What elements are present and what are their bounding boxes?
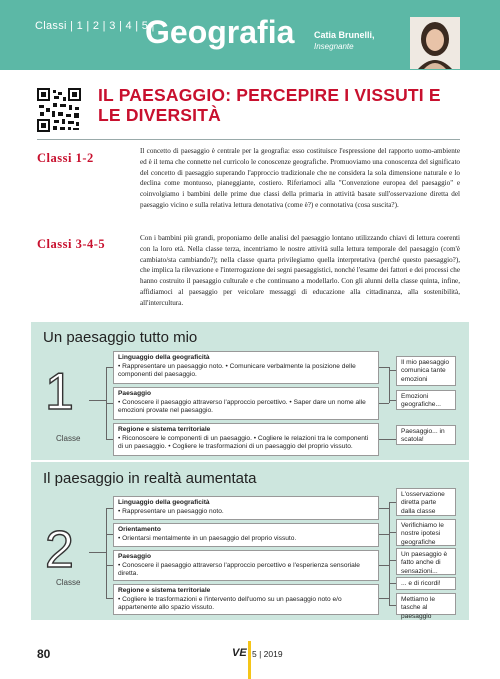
activity-box: Un paesaggio è fatto anche di sensazioni... <box>396 548 456 575</box>
objective-text: • Conoscere il paesaggio attraverso l'approccio percettivo e l'esperienza sensoriale diretta. <box>118 561 360 578</box>
subject-title: Geografia <box>145 14 295 50</box>
activity-box: Il mio paesaggio comunica tante emozioni <box>396 356 456 386</box>
panel-un-paesaggio-tutto-mio <box>31 322 469 460</box>
objective-box <box>113 351 379 384</box>
issue-number: 5 | 2019 <box>252 649 283 659</box>
panel-title: Il paesaggio in realtà aumentata <box>43 470 257 487</box>
connector <box>379 367 389 368</box>
connector <box>89 552 106 553</box>
connector <box>389 502 396 503</box>
objective-box <box>113 423 379 456</box>
header-band <box>0 0 500 70</box>
connector <box>106 403 113 404</box>
connector <box>379 508 389 509</box>
author-name: Catia Brunelli, <box>314 30 375 40</box>
classe-label: Classe <box>56 578 81 587</box>
objective-text: • Conoscere il paesaggio attraverso l'approccio percettivo. • Saper dare un nome alle emozioni provate nel paesaggio. <box>118 398 366 415</box>
panel-realta-aumentata <box>31 462 469 620</box>
footer-accent-bar <box>248 641 251 679</box>
connector <box>389 502 390 605</box>
connector <box>379 403 389 404</box>
class-levels: Classi | 1 | 2 | 3 | 4 | 5 | <box>35 20 155 32</box>
connector <box>389 532 396 533</box>
activity-box: L'osservazione diretta parte dalla classe <box>396 488 456 516</box>
activity-box: Mettiamo le tasche al paesaggio <box>396 593 456 615</box>
class-number: 1 <box>45 363 74 421</box>
objective-box <box>113 387 379 420</box>
connector <box>106 508 113 509</box>
objective-heading: Linguaggio della geograficità <box>118 499 210 506</box>
connector <box>379 598 389 599</box>
connector <box>106 367 113 368</box>
activity-box: Emozioni geografiche... <box>396 390 456 410</box>
connector <box>379 565 389 566</box>
section-label-classi-1-2: Classi 1-2 <box>37 151 94 165</box>
activity-box: ... e di ricordi! <box>396 577 456 590</box>
objective-heading: Paesaggio <box>118 390 151 397</box>
objective-heading: Orientamento <box>118 526 161 533</box>
connector <box>106 534 113 535</box>
connector <box>389 400 396 401</box>
connector <box>389 370 396 371</box>
objective-box <box>113 496 379 520</box>
objective-heading: Regione e sistema territoriale <box>118 426 211 433</box>
objective-box <box>113 523 379 547</box>
section-label-classi-3-4-5: Classi 3-4-5 <box>37 237 106 251</box>
connector <box>389 367 390 403</box>
article-title: IL PAESAGGIO: PERCEPIRE I VISSUTI E LE DIVERSITÀ <box>98 85 441 125</box>
divider <box>37 139 460 140</box>
objective-text: • Cogliere le trasformazioni e l'intervento dell'uomo su un paesaggio noto e/o appartenente allo spazio vissuto. <box>118 595 342 612</box>
objective-heading: Paesaggio <box>118 553 151 560</box>
class-number: 2 <box>45 521 74 579</box>
connector <box>389 605 396 606</box>
connector <box>106 565 113 566</box>
connector <box>106 439 113 440</box>
qr-code-icon[interactable] <box>37 88 81 132</box>
connector <box>379 534 389 535</box>
connector <box>106 598 113 599</box>
connector <box>379 439 396 440</box>
classe-label: Classe <box>56 434 81 443</box>
author-role: Insegnante <box>314 42 354 51</box>
connector <box>89 400 106 401</box>
author-photo <box>410 17 460 69</box>
section-text-classi-1-2: Il concetto di paesaggio è centrale per la geografia: esso costituisce l'espressione del rapporto uomo-ambiente ed è il tema che connette nel curricolo le conoscenze geografiche. Promuoviamo una conoscenza del significato del concetto di paesaggio superando l'approccio tradizionale che ne considera la sola dimensione naturale e lo declina come montuoso, pianeggiante, costiero. Riferiamoci alla "Convenzione europea del paesaggio" e coinvolgiamo i bambini delle prime due classi della primaria in attività basate sull'osservazione diretta del paesaggio vicino e sulla relativa lettura denotativa (come è?) e connotativa (cosa suscita?). <box>140 147 460 209</box>
objective-text: • Orientarsi mentalmente in un paesaggio del proprio vissuto. <box>118 534 297 542</box>
page-number: 80 <box>37 647 51 661</box>
panel-title: Un paesaggio tutto mio <box>43 329 198 346</box>
objective-box <box>113 584 379 615</box>
activity-box: Verifichiamo le nostre ipotesi geografiche <box>396 519 456 546</box>
objective-box <box>113 550 379 581</box>
objective-heading: Linguaggio della geograficità <box>118 354 210 361</box>
activity-box: Paesaggio... in scatola! <box>396 425 456 445</box>
objective-heading: Regione e sistema territoriale <box>118 587 211 594</box>
connector <box>106 508 107 599</box>
objective-text: • Rappresentare un paesaggio noto. <box>118 507 224 515</box>
objective-text: • Riconoscere le componenti di un paesaggio. • Cogliere le relazioni tra le componenti di un paesaggio. • Cogliere le trasformazioni di un paesaggio del proprio vissuto. <box>118 434 369 451</box>
section-text-classi-3-4-5: Con i bambini più grandi, proponiamo delle analisi del paesaggio lontano utilizzando chiavi di lettura coerenti con la loro età. Nella classe terza, incentriamo le nostre attività sulla lettura temporale del paesaggio (com'è cambiato/sta cambiando?); nella classe quarta privilegiamo quella interpretativa (perché questo paesaggio?), che implica la rilevazione e l'interrogazione dei segni paesaggistici, nonché l'esame dei fattori e dei processi che hanno costruito il paesaggio culturale e che continuano a modellarlo. Con gli alunni della classe quinta, infine, affidiamoci al paesaggio per veicolare messaggi di educazione alla cittadinanza, alla sostenibilità, all'intercultura. <box>140 234 461 307</box>
objective-text: • Rappresentare un paesaggio noto. • Comunicare verbalmente la posizione delle componenti del paesaggio. <box>118 362 356 379</box>
magazine-logo: VE <box>232 647 247 659</box>
connector <box>389 560 396 561</box>
connector <box>389 583 396 584</box>
